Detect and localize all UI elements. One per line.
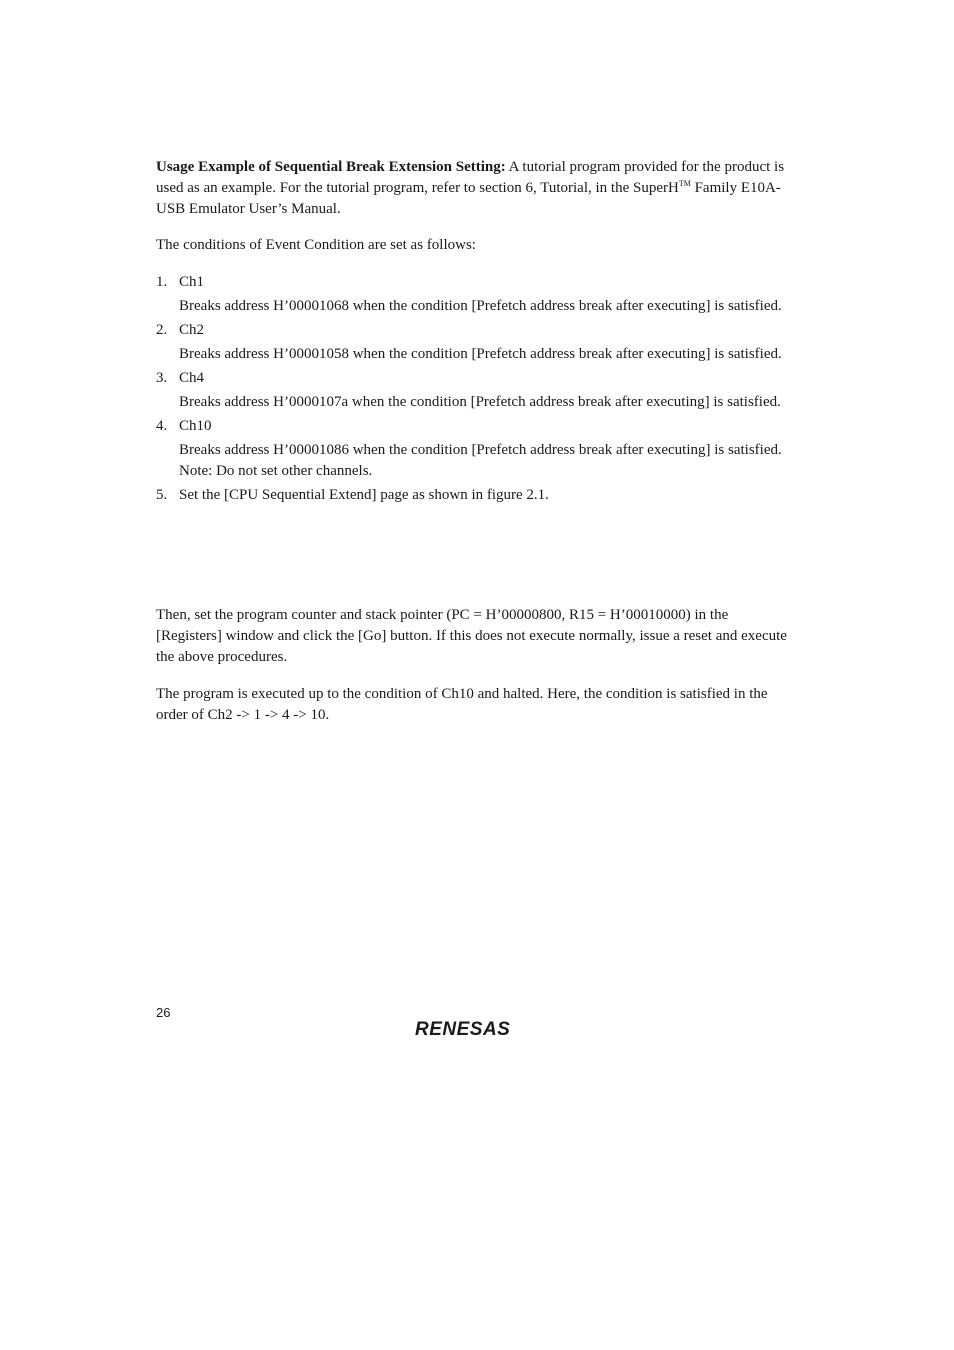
then-paragraph: Then, set the program counter and stack pointer (PC = H’00000800, R15 = H’00010000) in the [Registers] window and click the [Go] button. If this does not execute normally, issue a reset and execute the above procedures. (156, 607, 787, 665)
intro-text-1: A tutorial program provided for the product is used as an example. For the tutorial program, refer to section 6, Tutorial, in the SuperH (156, 159, 785, 196)
intro-paragraph (156, 157, 796, 220)
svg-text:RENESAS: RENESAS (415, 1019, 511, 1040)
steps-list (156, 272, 796, 509)
renesas-logo (412, 1014, 534, 1042)
trademark-mark: TM (678, 179, 691, 188)
step-number: 2. (156, 322, 168, 338)
step-number: 3. (156, 370, 168, 386)
step-title: Ch1 (179, 274, 205, 290)
step-title: Set the [CPU Sequential Extend] page as shown in figure 2.1. (179, 487, 549, 503)
step-number: 1. (156, 274, 168, 290)
step-note: Note: Do not set other channels. (179, 463, 373, 479)
list-item (156, 416, 796, 482)
section-heading: Usage Example of Sequential Break Extension Setting: (156, 159, 506, 175)
list-item (156, 272, 796, 317)
step-title: Ch10 (179, 418, 212, 434)
list-item (156, 485, 796, 506)
step-detail: Breaks address H’00001058 when the condition [Prefetch address break after executing] is satisfied. (179, 346, 782, 362)
step-title: Ch2 (179, 322, 205, 338)
list-item (156, 368, 796, 413)
conditions-lead: The conditions of Event Condition are set as follows: (156, 237, 476, 253)
step-detail: Breaks address H’0000107a when the condition [Prefetch address break after executing] is satisfied. (179, 394, 781, 410)
result-paragraph: The program is executed up to the condition of Ch10 and halted. Here, the condition is satisfied in the order of Ch2 -> 1 -> 4 -> 10. (156, 686, 768, 723)
list-item (156, 320, 796, 365)
intro-text-2: Family E10A-USB Emulator User’s Manual. (156, 180, 781, 217)
page-number: 26 (156, 1005, 171, 1020)
step-title: Ch4 (179, 370, 205, 386)
step-number: 4. (156, 418, 168, 434)
step-detail: Breaks address H’00001068 when the condition [Prefetch address break after executing] is satisfied. (179, 298, 782, 314)
step-number: 5. (156, 487, 168, 503)
step-detail: Breaks address H’00001086 when the condition [Prefetch address break after executing] is satisfied. (179, 442, 782, 458)
